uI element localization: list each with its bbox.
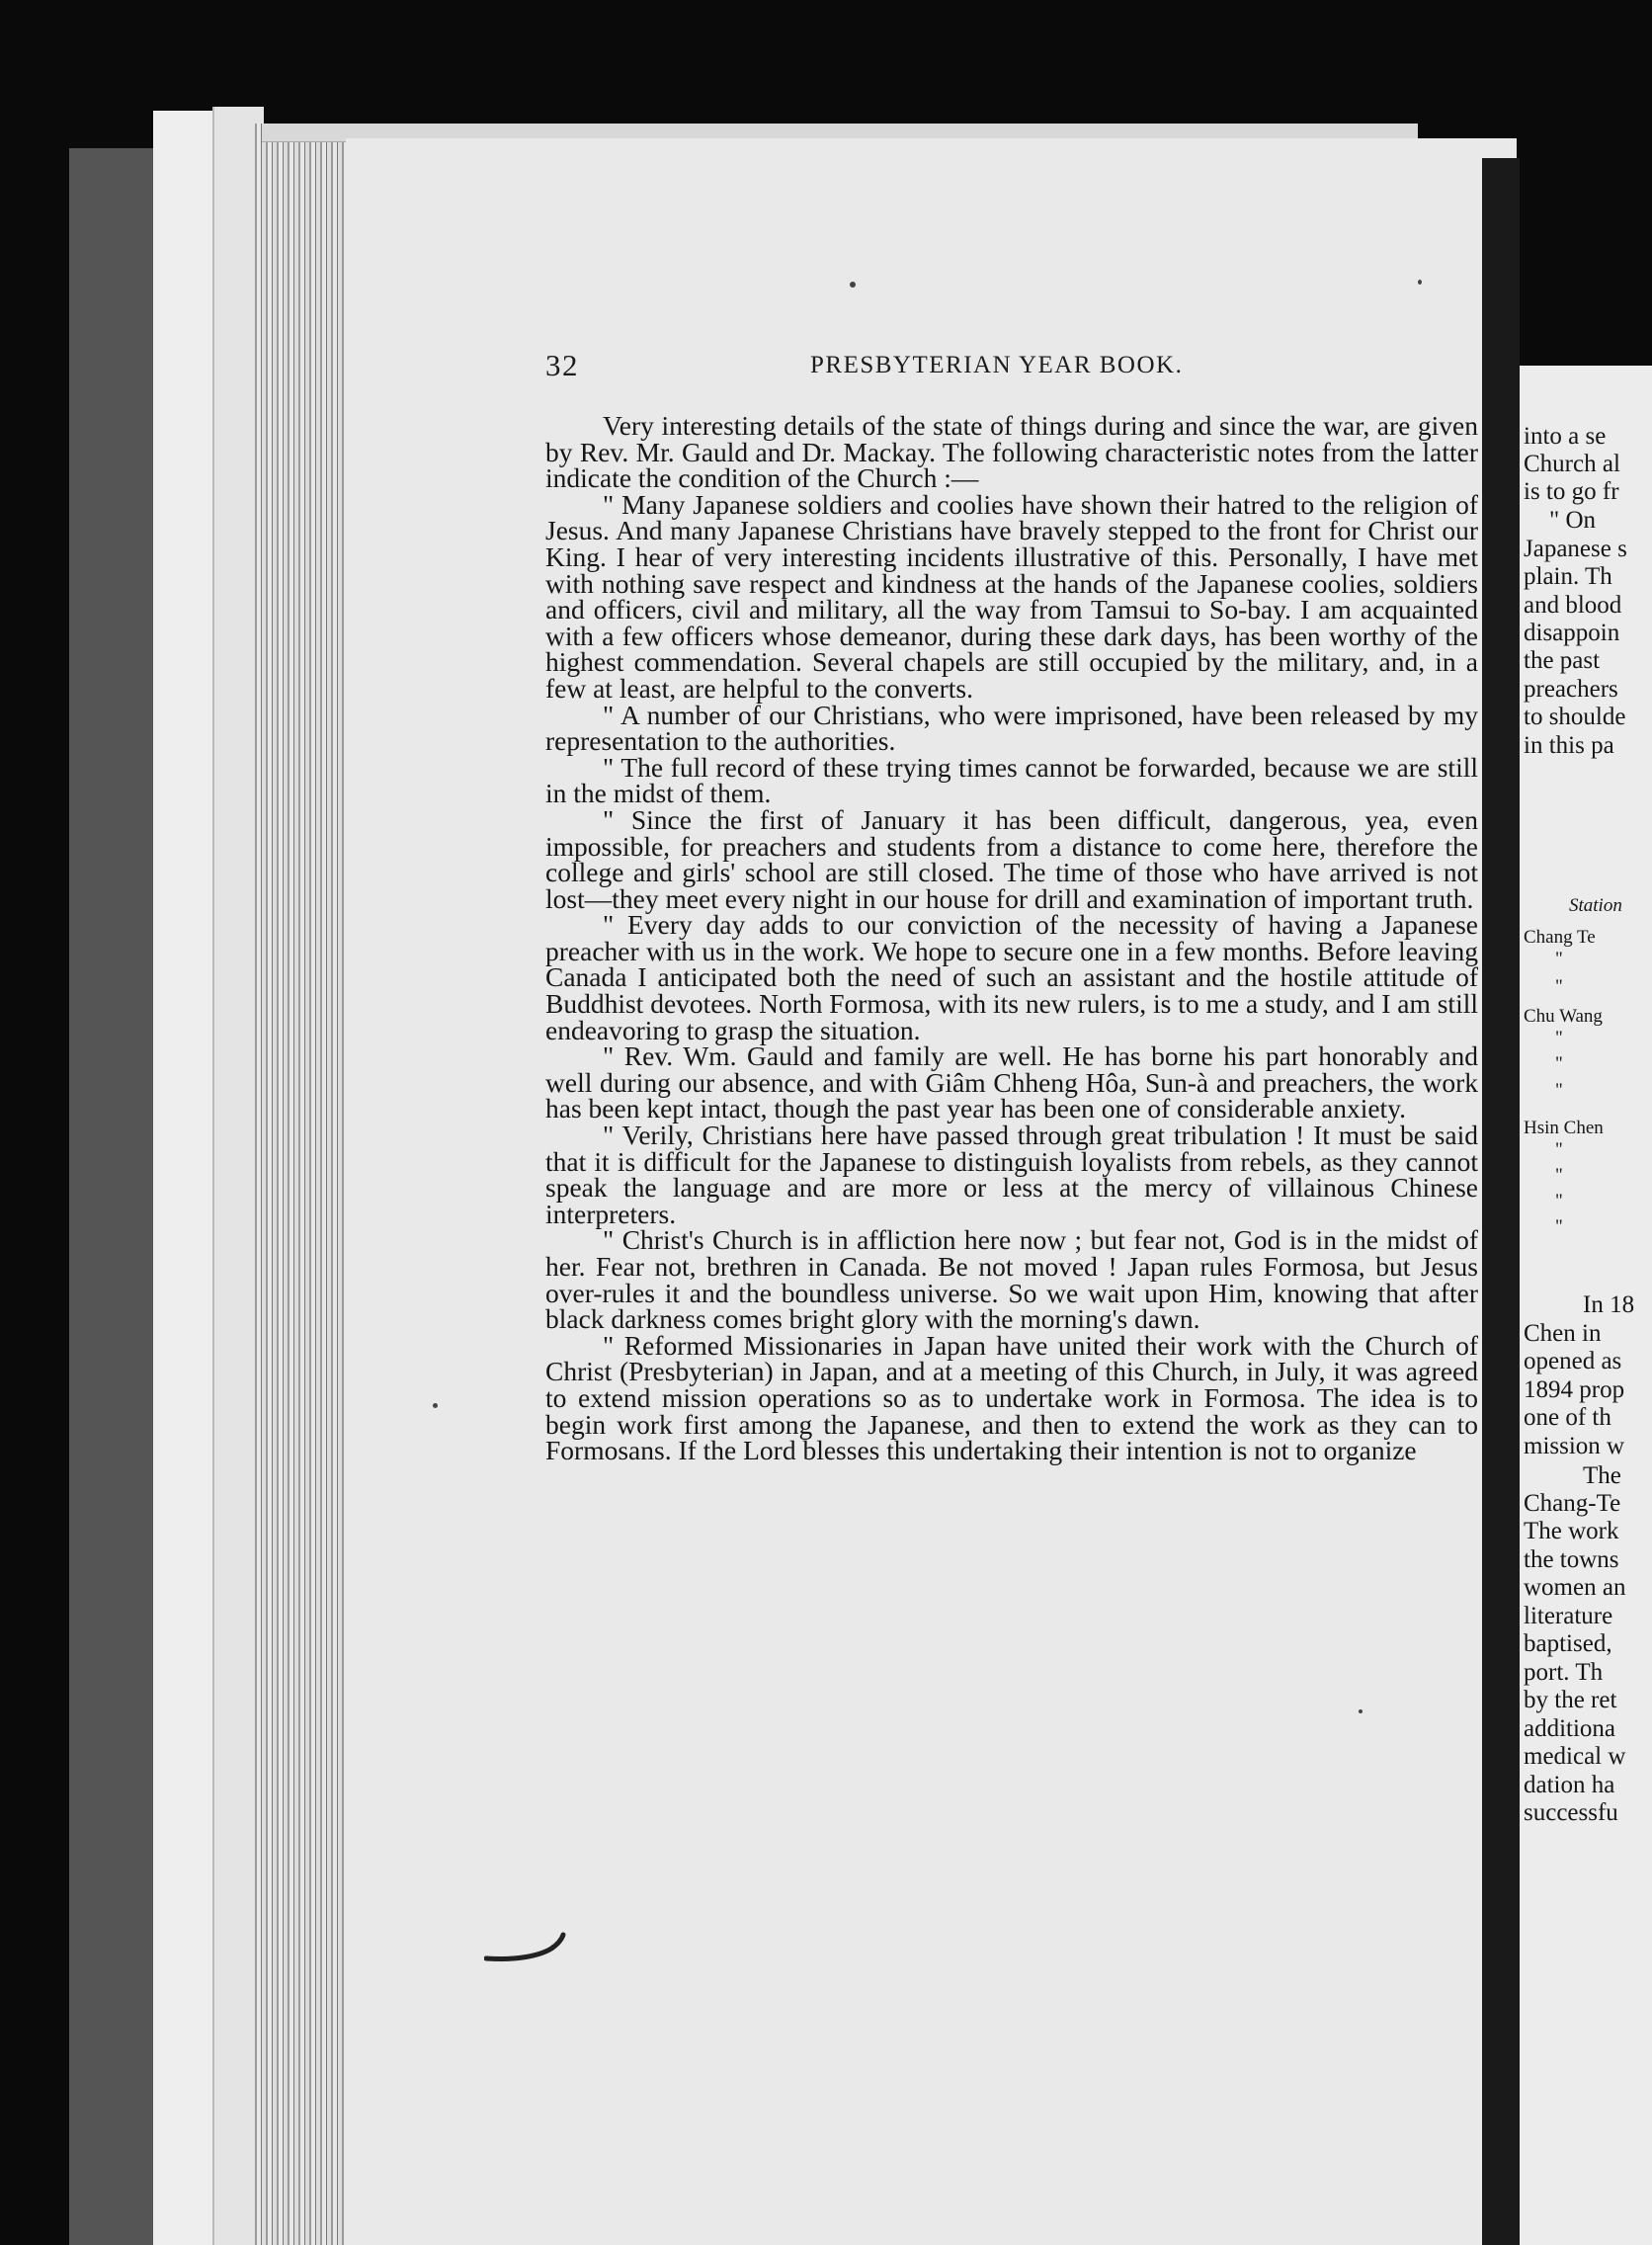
paragraph: " A number of our Christians, who were imprisoned, have been released by my representation to the authorities.: [545, 699, 1478, 757]
right-page-line: one of th: [1524, 1404, 1611, 1431]
right-page-line: in this pa: [1524, 732, 1614, 759]
speck: [433, 1403, 438, 1408]
main-text-column: [545, 410, 1478, 1466]
right-page-line: In 18: [1583, 1291, 1635, 1318]
right-page-line: is to go fr: [1524, 478, 1619, 505]
table-header: Station: [1569, 895, 1622, 916]
speck: [1418, 280, 1422, 285]
right-page-fragment: [1520, 366, 1652, 2245]
running-header: [545, 348, 1494, 387]
table-row: ": [1555, 1191, 1563, 1211]
right-page-line: by the ret: [1524, 1687, 1617, 1713]
paragraph: " Verily, Christians here have passed through great tribulation ! It must be said that it is difficult for the Japanese to distinguish loyalists from rebels, as they cannot speak the language and are more or less at the mercy of villainous Chinese interpreters.: [545, 1120, 1478, 1229]
right-page-line: to shoulde: [1524, 704, 1626, 730]
speck: [850, 282, 856, 288]
right-page-line: Church al: [1524, 451, 1620, 477]
right-page-line: dation ha: [1524, 1772, 1615, 1798]
paragraph: Very interesting details of the state of things during and since the war, are given by Rev. Mr. Gauld and Dr. Mackay. The following characteristic notes from the latter indicate the condition of the Church :—: [545, 410, 1478, 494]
right-page-line: port. Th: [1524, 1659, 1604, 1686]
paragraph: " Since the first of January it has been difficult, dangerous, yea, even impossible, for preachers and students from a distance to come here, therefore the college and girls' school are still closed. The time of those who have arrived is not lost—they meet every night in our house for drill and examination of important truth.: [545, 803, 1478, 914]
page-stack-strips: [255, 124, 354, 2245]
table-row: ": [1555, 1139, 1563, 1160]
paragraph: " Reformed Missionaries in Japan have united their work with the Church of Christ (Presbyterian) in Japan, and at a meeting of this Church, in July, it was agreed to extend mission operations so as to undertake work in Formosa. The idea is to begin work first among the Japanese, and then to extend the work as they can to Formosans. If the Lord blesses this undertaking their intention is not to organize: [545, 1329, 1478, 1466]
right-page-line: successfu: [1524, 1799, 1618, 1826]
book-cover-edge: [69, 148, 158, 2245]
table-row: Chu Wang: [1524, 1006, 1603, 1027]
right-page-line: opened as: [1524, 1348, 1622, 1374]
right-page-line: The work: [1524, 1518, 1619, 1544]
right-page-line: the past: [1524, 647, 1601, 674]
right-page-line: Japanese s: [1524, 536, 1627, 562]
table-row: ": [1555, 1165, 1563, 1186]
right-page-line: additiona: [1524, 1715, 1616, 1742]
right-page-line: into a se: [1524, 423, 1607, 450]
table-row: Hsin Chen: [1524, 1118, 1604, 1138]
right-page-line: plain. Th: [1524, 563, 1612, 590]
table-row: ": [1555, 1216, 1563, 1237]
right-page-line: baptised,: [1524, 1630, 1612, 1657]
paragraph: " The full record of these trying times cannot be forwarded, because we are still in the midst of them.: [545, 751, 1478, 809]
page-number: 32: [545, 348, 579, 382]
right-page-line: medical w: [1524, 1743, 1626, 1770]
running-title: PRESBYTERIAN YEAR BOOK.: [810, 352, 1184, 378]
right-page-line: Chen in: [1524, 1320, 1602, 1347]
right-page-line: and blood: [1524, 592, 1622, 619]
right-page-line: literature: [1524, 1603, 1613, 1629]
speck: [1359, 1709, 1363, 1713]
right-page-line: The: [1583, 1462, 1621, 1489]
table-row: ": [1555, 976, 1563, 997]
right-page-line: preachers: [1524, 676, 1618, 703]
right-page-line: 1894 prop: [1524, 1376, 1625, 1403]
pen-mark: [484, 1927, 573, 1966]
table-row: ": [1555, 1028, 1563, 1048]
right-page-line: the towns: [1524, 1546, 1619, 1573]
right-page-line: mission w: [1524, 1433, 1625, 1459]
page-stack-edge: [153, 111, 217, 2245]
right-page-line: Chang-Te: [1524, 1490, 1621, 1517]
paragraph: " Rev. Wm. Gauld and family are well. He has borne his part honorably and well during our absence, and with Giâm Chheng Hôa, Sun-à and preachers, the work has been kept intact, though the past year has been one of considerable anxiety.: [545, 1040, 1478, 1124]
table-row: ": [1555, 1080, 1563, 1101]
right-page-line: disappoin: [1524, 620, 1620, 646]
table-row: Chang Te: [1524, 927, 1596, 948]
paragraph: " Every day adds to our conviction of the necessity of having a Japanese preacher with us in the work. We hope to secure one in a few months. Before leaving Canada I anticipated both the need of such an assistant and the hostile attitude of Buddhist devotees. North Formosa, with its new rulers, is to me a study, and I am still endeavoring to grasp the situation.: [545, 909, 1478, 1045]
paragraph: " Many Japanese soldiers and coolies have shown their hatred to the religion of Jesus. And many Japanese Christians have bravely stepped to the front for Christ our King. I hear of very interesting incidents illustrative of this. Personally, I have met with nothing save respect and kindness at the hands of the Japanese coolies, soldiers and officers, civil and military, all the way from Tamsui to So-bay. I am acquainted with a few officers whose demeanor, during these dark days, has been worthy of the highest commendation. Several chapels are still occupied by the military, and, in a few at least, are helpful to the converts.: [545, 488, 1478, 704]
book-gutter: [1482, 158, 1520, 2245]
right-page-line: " On: [1549, 507, 1597, 534]
paragraph: " Christ's Church is in affliction here now ; but fear not, God is in the midst of her. Fear not, brethren in Canada. Be not moved ! Japan rules Formosa, but Jesus over-rules it and the boundless universe. So we wait upon Him, knowing that after black darkness comes bright glory with the morning's dawn.: [545, 1224, 1478, 1335]
table-row: ": [1555, 949, 1563, 969]
table-row: ": [1555, 1053, 1563, 1074]
right-page-line: women an: [1524, 1574, 1626, 1601]
